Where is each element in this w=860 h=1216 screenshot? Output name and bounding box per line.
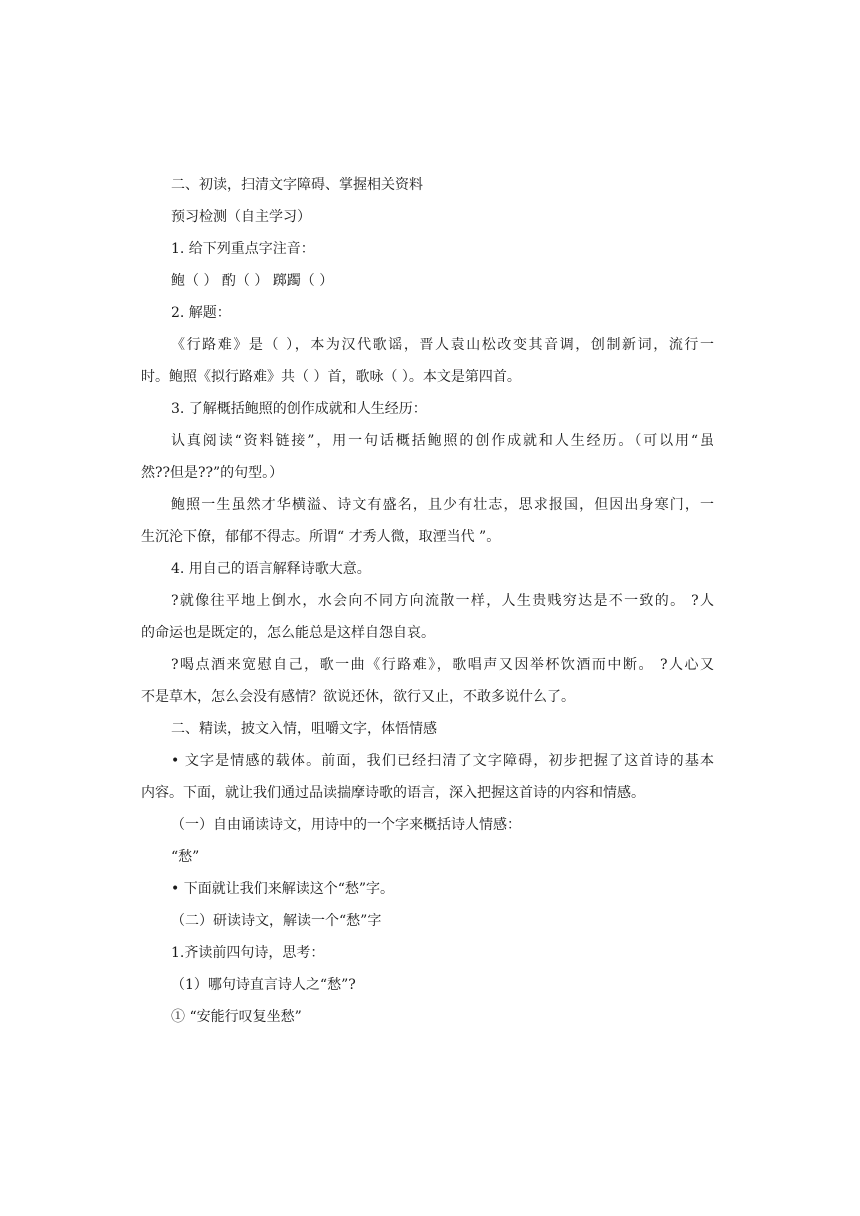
paragraph-line: 《行路难》是（ ），本为汉代歌谣，晋人袁山松改变其音调，创制新词，流行一 bbox=[171, 337, 714, 353]
paragraph-line: 时。鲍照《拟行路难》共（ ）首，歌咏（ ）。本文是第四首。 bbox=[141, 369, 521, 385]
question-3-title: 3. 了解概括鲍照的创作成就和人生经历： bbox=[171, 401, 427, 417]
paragraph-line: ?喝点酒来宽慰自己，歌一曲《行路难》，歌唱声又因举杯饮酒而中断。 ?人心又 bbox=[171, 657, 714, 673]
paragraph-line: 认真阅读“资料链接”，用一句话概括鲍照的创作成就和人生经历。（可以用“虽 bbox=[171, 433, 714, 449]
subheading-study-reading: （二）研读诗文，解读一个“愁”字 bbox=[171, 913, 382, 929]
keyword-chou: “愁” bbox=[171, 849, 200, 865]
paragraph-line: 鲍照一生虽然才华横溢、诗文有盛名，且少有壮志，思求报国，但因出身寒门，一 bbox=[171, 497, 714, 513]
paragraph-line: 生沉沦下僚，郁郁不得志。所谓“ 才秀人微，取湮当代 ”。 bbox=[141, 529, 501, 545]
bullet-line: • 下面就让我们来解读这个“愁”字。 bbox=[171, 881, 395, 897]
paragraph-line: 内容。下面，就让我们通过品读揣摩诗歌的语言，深入把握这首诗的内容和情感。 bbox=[141, 785, 645, 801]
paragraph-line: 不是草木，怎么会没有感情？欲说还休，欲行又止，不敢多说什么了。 bbox=[141, 689, 575, 705]
question-1-items: 鲍（ ） 酌（ ） 踯躅（ ） bbox=[171, 273, 334, 289]
subheading-free-reading: （一）自由诵读诗文，用诗中的一个字来概括诗人情感： bbox=[171, 817, 521, 833]
question-4-title: 4. 用自己的语言解释诗歌大意。 bbox=[171, 561, 371, 577]
section-heading-preread: 二、初读，扫清文字障碍、掌握相关资料 bbox=[171, 177, 423, 193]
paragraph-line: ?就像往平地上倒水，水会向不同方向流散一样，人生贵贱穷达是不一致的。 ?人 bbox=[171, 593, 714, 609]
task-1-answer: ① “安能行叹复坐愁” bbox=[171, 1009, 302, 1025]
task-1-question: （1）哪句诗直言诗人之“愁”? bbox=[171, 977, 356, 993]
paragraph-line: 然??但是??”的句型。） bbox=[141, 465, 284, 481]
question-2-title: 2. 解题： bbox=[171, 305, 231, 321]
paragraph-line: 的命运也是既定的，怎么能总是这样自怨自哀。 bbox=[141, 625, 435, 641]
paragraph-line: • 文字是情感的载体。前面，我们已经扫清了文字障碍，初步把握了这首诗的基本 bbox=[171, 753, 714, 769]
subheading-preview-check: 预习检测（自主学习） bbox=[171, 209, 311, 225]
section-heading-close-reading: 二、精读，披文入情，咀嚼文字，体悟情感 bbox=[171, 721, 437, 737]
question-1-title: 1. 给下列重点字注音： bbox=[171, 241, 315, 257]
task-1-title: 1.齐读前四句诗，思考： bbox=[171, 945, 325, 961]
